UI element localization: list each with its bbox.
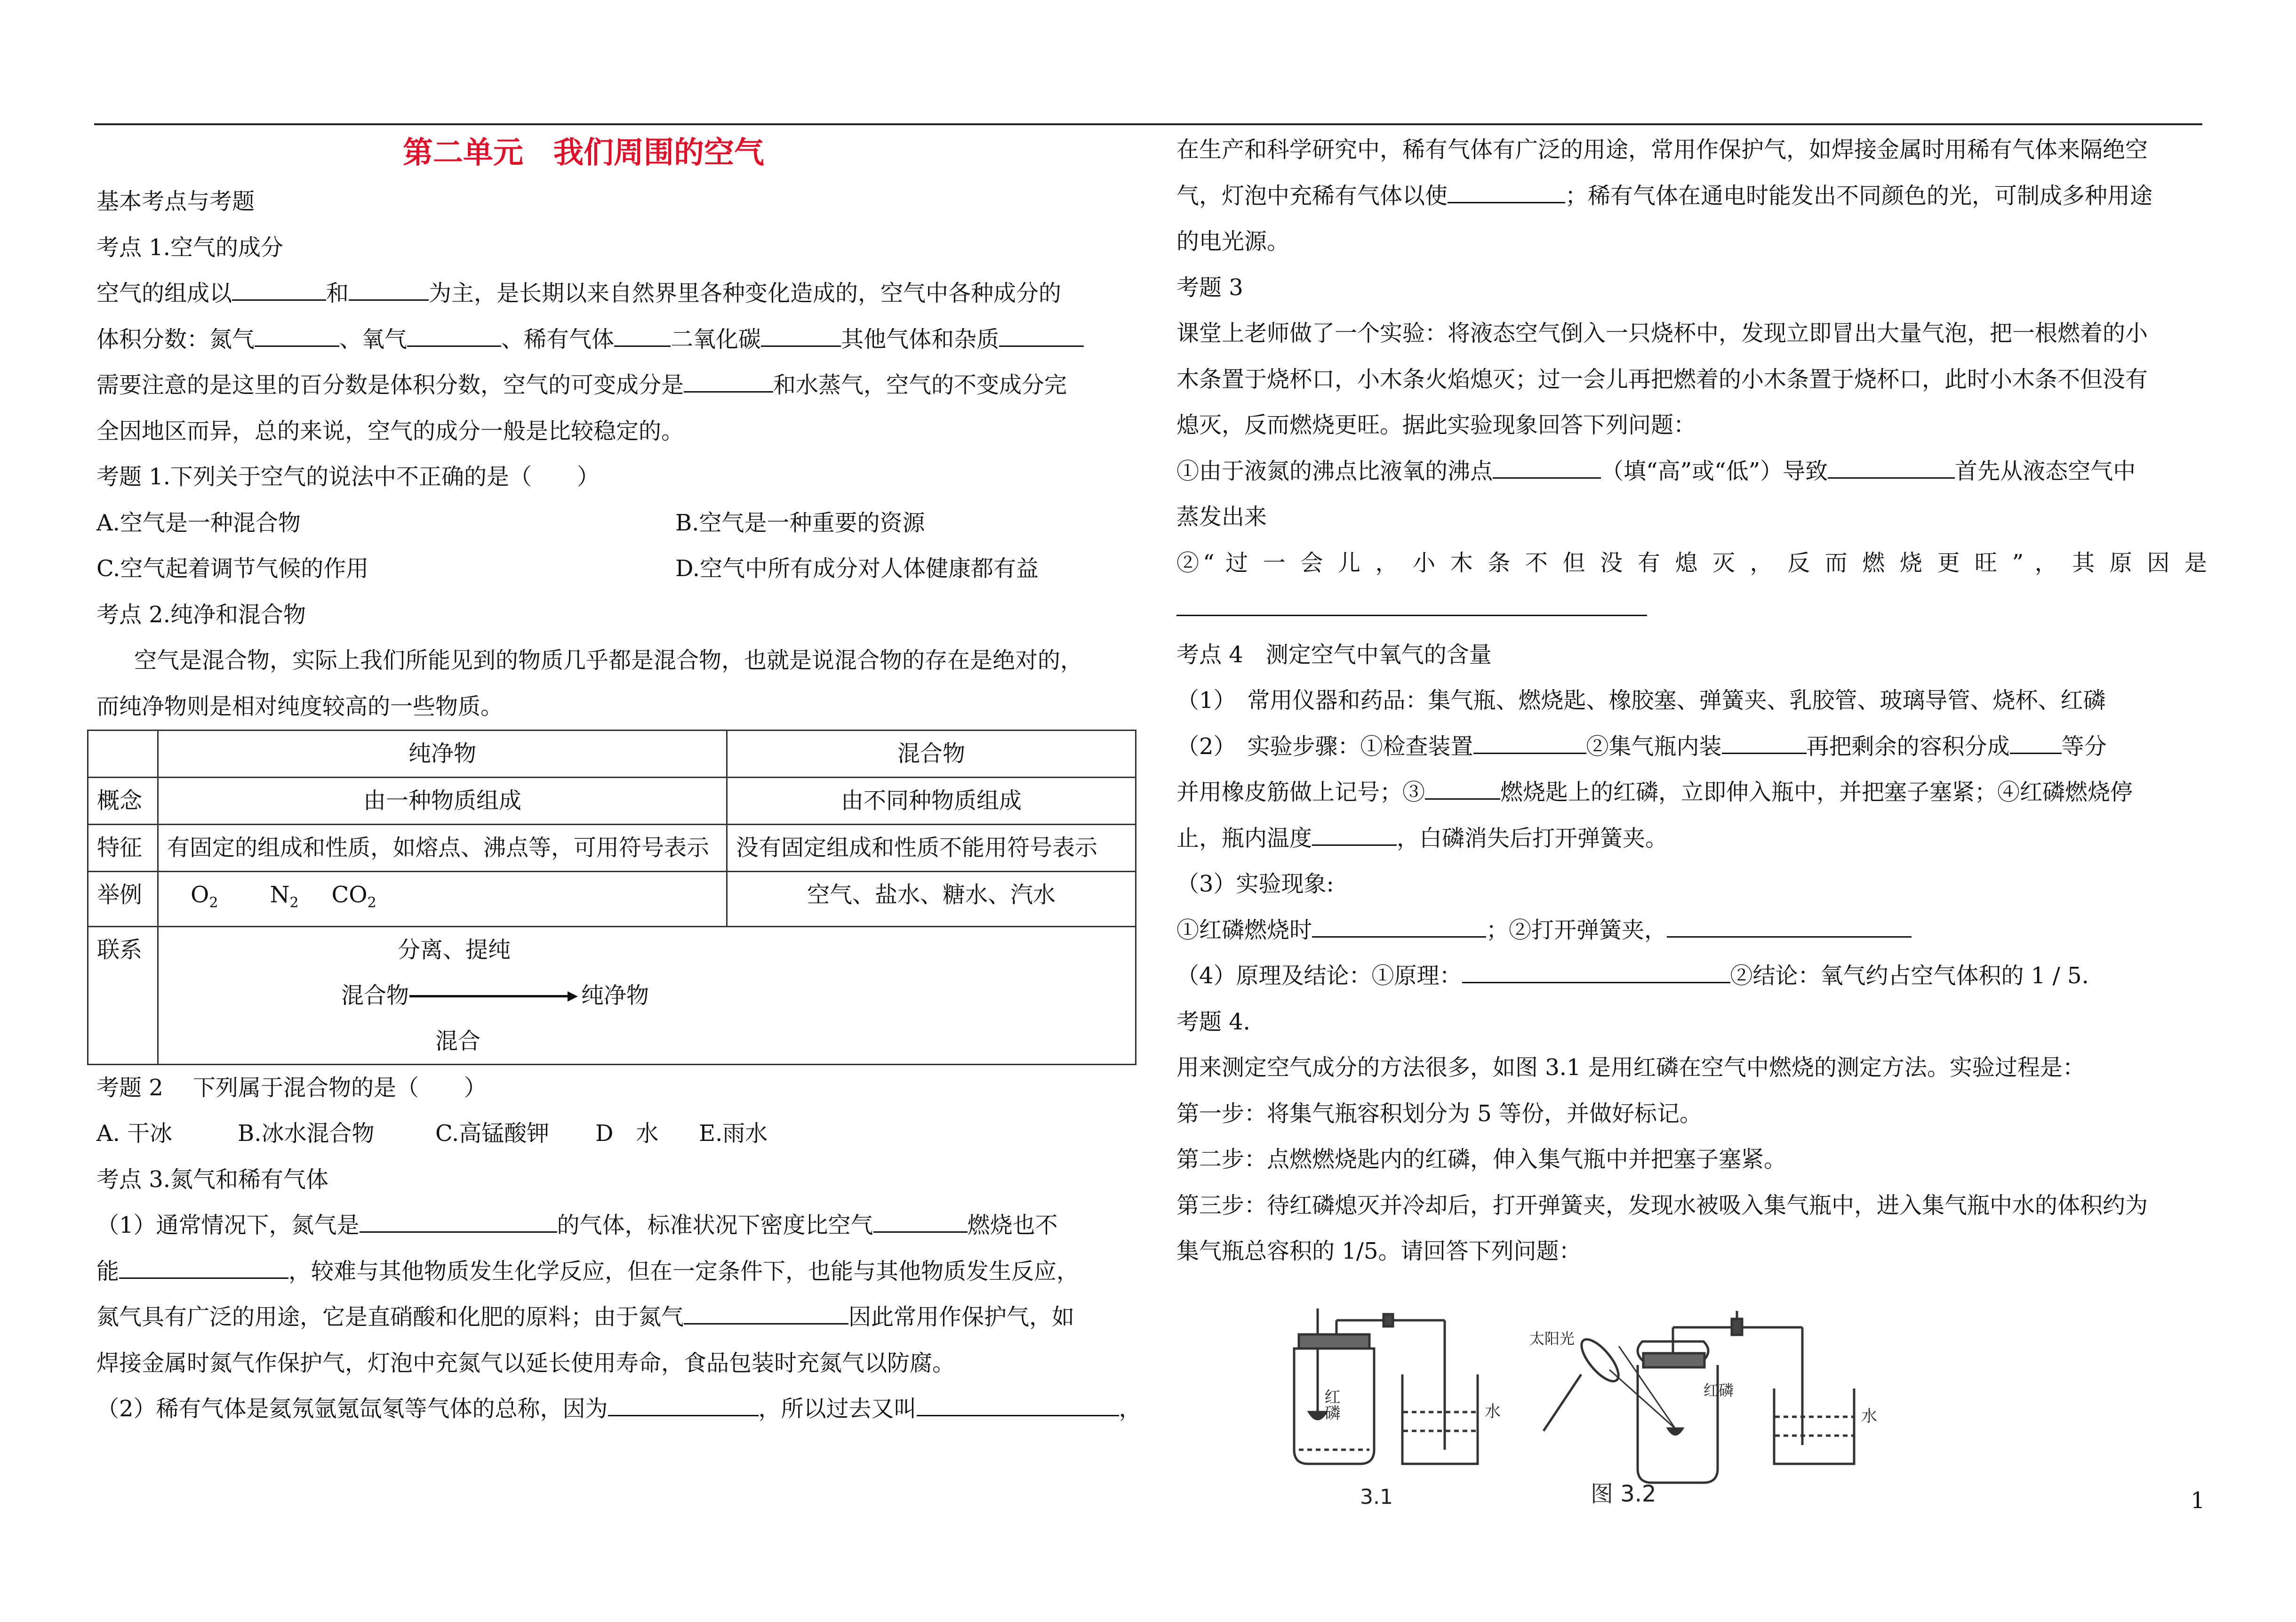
answer-blank[interactable] bbox=[684, 371, 773, 393]
question-1: 考题 1.下列关于空气的说法中不正确的是（ ） bbox=[96, 464, 600, 490]
q4-line: 第二步：点燃燃烧匙内的红磷，伸入集气瓶中并把塞子塞紧。 bbox=[1176, 1146, 1787, 1172]
table-header-mixture: 混合物 bbox=[727, 731, 1136, 778]
relation-cell bbox=[158, 926, 1136, 1064]
answer-blank[interactable] bbox=[1473, 732, 1586, 754]
kd4-line: 止，瓶内温度 ，白磷消失后打开弹簧夹。 bbox=[1176, 816, 2207, 862]
right-line: 的电光源。 bbox=[1176, 228, 1290, 255]
kd3-line1: （1）通常情况下，氮气是 的气体，标准状况下密度比空气 燃烧也不 bbox=[96, 1203, 1188, 1249]
kd1-title: 考点 1.空气的成分 bbox=[96, 234, 284, 261]
answer-blank[interactable] bbox=[999, 325, 1084, 346]
answer-blank[interactable] bbox=[917, 1395, 1119, 1416]
lens-handle-icon bbox=[1544, 1374, 1581, 1431]
fig2-label-sun: 太阳光 bbox=[1529, 1330, 1575, 1348]
relation-right-label: 纯净物 bbox=[581, 982, 649, 1009]
comparison-table bbox=[87, 730, 1136, 1065]
fig2-caption: 图 3.2 bbox=[1591, 1481, 1656, 1507]
table-cell: 空气、盐水、糖水、汽水 bbox=[727, 872, 1136, 927]
kd4-line: 并用橡皮筋做上记号；③ 燃烧匙上的红磷，立即伸入瓶中，并把塞子塞紧；④红磷燃烧停 bbox=[1176, 770, 2207, 816]
kd4-title: 考点 4 测定空气中氧气的含量 bbox=[1176, 641, 1492, 668]
kd1-line3: 需要注意的是这里的百分数是体积分数，空气的可变成分是 和水蒸气，空气的不变成分完 bbox=[96, 362, 1188, 409]
spring-clamp-icon bbox=[1732, 1319, 1742, 1335]
q1-option-a[interactable]: A.空气是一种混合物 bbox=[96, 509, 301, 536]
q4-line: 用来测定空气成分的方法很多，如图 3.1 是用红磷在空气中燃烧的测定方法。实验过程是： bbox=[1176, 1054, 2085, 1081]
apparatus-drawing bbox=[1280, 1309, 2151, 1511]
table-cell bbox=[158, 872, 727, 927]
answer-blank[interactable] bbox=[614, 325, 671, 346]
answer-blank[interactable] bbox=[1176, 594, 1647, 616]
kd4-line: ①红磷燃烧时 ；②打开弹簧夹， bbox=[1176, 907, 2207, 954]
apparatus-figures bbox=[1280, 1309, 2151, 1511]
answer-blank[interactable] bbox=[1667, 915, 1912, 937]
kd3-line5: （2）稀有气体是氦氖氩氪氙氡等气体的总称，因为 ，所以过去又叫 ， bbox=[96, 1386, 1188, 1432]
q4-line: 集气瓶总容积的 1/5。请回答下列问题： bbox=[1176, 1238, 1582, 1264]
q3-line: ①由于液氮的沸点比液氧的沸点 （填“高”或“低”）导致 首先从液态空气中 bbox=[1176, 449, 2207, 495]
kd3-line4: 焊接金属时氮气作保护气，灯泡中充氮气以延长使用寿命，食品包装时充氮气以防腐。 bbox=[96, 1349, 955, 1376]
q2-option-e[interactable]: E.雨水 bbox=[699, 1120, 768, 1147]
beaker-icon bbox=[1402, 1374, 1478, 1464]
question-2: 考题 2 下列属于混合物的是（ ） bbox=[96, 1074, 487, 1101]
formula-co2: $CO_2$ bbox=[331, 882, 376, 911]
answer-blank[interactable] bbox=[349, 279, 429, 301]
table-cell bbox=[88, 731, 158, 778]
kd4-line: （4）原理及结论：①原理： ②结论：氧气约占空气体积的 1 / 5. bbox=[1176, 953, 2207, 999]
table-cell: 概念 bbox=[88, 778, 158, 825]
q1-option-c[interactable]: C.空气起着调节气候的作用 bbox=[96, 555, 369, 582]
answer-blank[interactable] bbox=[873, 1211, 968, 1233]
figure-3-2 bbox=[1529, 1311, 1877, 1507]
relation-left-label: 混合物 bbox=[341, 982, 409, 1009]
q4-line: 第一步：将集气瓶容积划分为 5 等份，并做好标记。 bbox=[1176, 1100, 1703, 1127]
q1-options-row1 bbox=[96, 500, 1188, 546]
q1-options-row2 bbox=[96, 546, 1188, 592]
answer-blank[interactable] bbox=[360, 1211, 557, 1233]
answer-blank[interactable] bbox=[1312, 915, 1486, 937]
stopper-icon bbox=[1643, 1353, 1704, 1367]
q2-option-b[interactable]: B.冰水混合物 bbox=[238, 1120, 375, 1147]
answer-blank[interactable] bbox=[1828, 457, 1955, 478]
formula-n2: $N_2$ bbox=[270, 882, 299, 911]
left-column bbox=[96, 127, 1188, 1432]
q2-option-a[interactable]: A. 干冰 bbox=[96, 1120, 173, 1147]
q4-line: 第三步：待红磷熄灭并冷却后，打开弹簧夹，发现水被吸入集气瓶中，进入集气瓶中水的体积约为 bbox=[1176, 1192, 2148, 1219]
red-phosphorus-icon bbox=[1668, 1429, 1682, 1435]
beaker-icon bbox=[1774, 1389, 1854, 1464]
answer-blank[interactable] bbox=[1425, 778, 1500, 800]
kd1-line1: 空气的组成以 和 为主，是长期以来自然界里各种变化造成的，空气中各种成分的 bbox=[96, 271, 1188, 317]
table-cell: 由一种物质组成 bbox=[158, 778, 727, 825]
table-row bbox=[88, 926, 1136, 1064]
page-number: 1 bbox=[2191, 1487, 2205, 1514]
answer-blank[interactable] bbox=[761, 325, 841, 346]
answer-blank[interactable] bbox=[232, 279, 326, 301]
fig1-caption: 3.1 bbox=[1360, 1485, 1393, 1509]
page-title: 第二单元 我们周围的空气 bbox=[403, 135, 764, 170]
q3-line: 木条置于烧杯口，小木条火焰熄灭；过一会儿再把燃着的小木条置于烧杯口，此时小木条不但没有 bbox=[1176, 366, 2148, 393]
figure-3-1 bbox=[1294, 1309, 1501, 1509]
q1-option-b[interactable]: B.空气是一种重要的资源 bbox=[675, 509, 925, 536]
table-header-pure: 纯净物 bbox=[158, 731, 727, 778]
q2-option-d[interactable]: D 水 bbox=[595, 1120, 659, 1147]
relation-bottom-label: 混合 bbox=[435, 1028, 481, 1054]
kd2-title: 考点 2.纯净和混合物 bbox=[96, 601, 306, 628]
right-column bbox=[1176, 127, 2207, 1275]
relation-top-label: 分离、提纯 bbox=[398, 936, 511, 963]
lens-icon bbox=[1576, 1334, 1624, 1387]
table-row bbox=[88, 731, 1136, 778]
q2-option-c[interactable]: C.高锰酸钾 bbox=[435, 1120, 550, 1147]
q1-option-d[interactable]: D.空气中所有成分对人体健康都有益 bbox=[675, 555, 1039, 582]
formula-o2: $O_2$ bbox=[191, 882, 218, 911]
fig1-label-red: 红磷 bbox=[1321, 1389, 1340, 1421]
q3-line: 课堂上老师做了一个实验：将液态空气倒入一只烧杯中，发现立即冒出大量气泡，把一根燃着的小 bbox=[1176, 320, 2148, 346]
table-cell: 由不同种物质组成 bbox=[727, 778, 1136, 825]
kd2-line2: 而纯净物则是相对纯度较高的一些物质。 bbox=[96, 693, 504, 720]
stopper-icon bbox=[1299, 1334, 1369, 1349]
answer-blank[interactable] bbox=[1312, 824, 1397, 845]
answer-blank[interactable] bbox=[2010, 732, 2062, 754]
kd1-line2: 体积分数：氮气 、氧气 、稀有气体 二氧化碳 其他气体和杂质 bbox=[96, 317, 1188, 363]
section-heading: 基本考点与考题 bbox=[96, 188, 255, 215]
kd4-line: （1） 常用仪器和药品：集气瓶、燃烧匙、橡胶塞、弹簧夹、乳胶管、玻璃导管、烧杯、红磷 bbox=[1176, 687, 2106, 714]
relation-diagram bbox=[167, 927, 1127, 1064]
fig1-label-water: 水 bbox=[1485, 1402, 1501, 1421]
kd3-line3: 氮气具有广泛的用途，它是直硝酸和化肥的原料；由于氮气 因此常用作保护气，如 bbox=[96, 1294, 1188, 1341]
table-cell: 特征 bbox=[88, 825, 158, 872]
answer-blank[interactable] bbox=[608, 1395, 759, 1416]
q3-answer-line bbox=[1176, 586, 2207, 632]
q3-line: ②“ 过 一 会 儿 ， 小 木 条 不 但 没 有 熄 灭 ， 反 而 燃 烧 更 旺 ” ， 其 原 因 是 bbox=[1176, 549, 2207, 576]
answer-blank[interactable] bbox=[1462, 962, 1730, 983]
q2-options bbox=[96, 1111, 1188, 1157]
answer-blank[interactable] bbox=[1493, 457, 1601, 478]
table-cell: 没有固定组成和性质不能用符号表示 bbox=[727, 825, 1136, 872]
answer-blank[interactable] bbox=[1722, 732, 1807, 754]
right-line: 在生产和科学研究中，稀有气体有广泛的用途，常用作保护气，如焊接金属时用稀有气体来隔绝空 bbox=[1176, 137, 2148, 163]
arrow-icon bbox=[409, 995, 569, 997]
right-line: 气，灯泡中充稀有气体以使 ；稀有气体在通电时能发出不同颜色的光，可制成多种用途 bbox=[1176, 173, 2207, 219]
table-cell: 有固定的组成和性质，如熔点、沸点等，可用符号表示 bbox=[158, 825, 727, 872]
fig2-label-water: 水 bbox=[1861, 1407, 1877, 1426]
q3-line: 蒸发出来 bbox=[1176, 504, 1267, 530]
table-cell: 联系 bbox=[88, 926, 158, 1064]
kd4-line: （2） 实验步骤：①检查装置 ②集气瓶内装 再把剩余的容积分成 等分 bbox=[1176, 724, 2207, 770]
answer-blank[interactable] bbox=[1448, 181, 1565, 203]
answer-blank[interactable] bbox=[255, 325, 339, 346]
fig2-label-red: 红磷 bbox=[1704, 1381, 1734, 1399]
q3-line: 熄灭，反而燃烧更旺。据此实验现象回答下列问题： bbox=[1176, 412, 1696, 438]
kd3-title: 考点 3.氮气和稀有气体 bbox=[96, 1166, 329, 1193]
table-row bbox=[88, 778, 1136, 825]
table-row bbox=[88, 872, 1136, 927]
kd3-line2: 能 ，较难与其他物质发生化学反应，但在一定条件下，也能与其他物质发生反应， bbox=[96, 1249, 1188, 1295]
answer-blank[interactable] bbox=[407, 325, 501, 346]
answer-blank[interactable] bbox=[684, 1303, 848, 1325]
table-cell: 举例 bbox=[88, 872, 158, 927]
kd1-line4: 全因地区而异，总的来说，空气的成分一般是比较稳定的。 bbox=[96, 418, 684, 444]
answer-blank[interactable] bbox=[119, 1257, 288, 1278]
spring-clamp-icon bbox=[1384, 1314, 1393, 1326]
kd4-line: （3）实验现象: bbox=[1176, 871, 1334, 897]
top-rule bbox=[94, 123, 2202, 125]
q3-title: 考题 3 bbox=[1176, 274, 1243, 301]
q4-title: 考题 4． bbox=[1176, 1008, 1266, 1035]
kd2-line1: 空气是混合物，实际上我们所能见到的物质几乎都是混合物，也就是说混合物的存在是绝对的， bbox=[134, 647, 1083, 674]
table-row bbox=[88, 825, 1136, 872]
